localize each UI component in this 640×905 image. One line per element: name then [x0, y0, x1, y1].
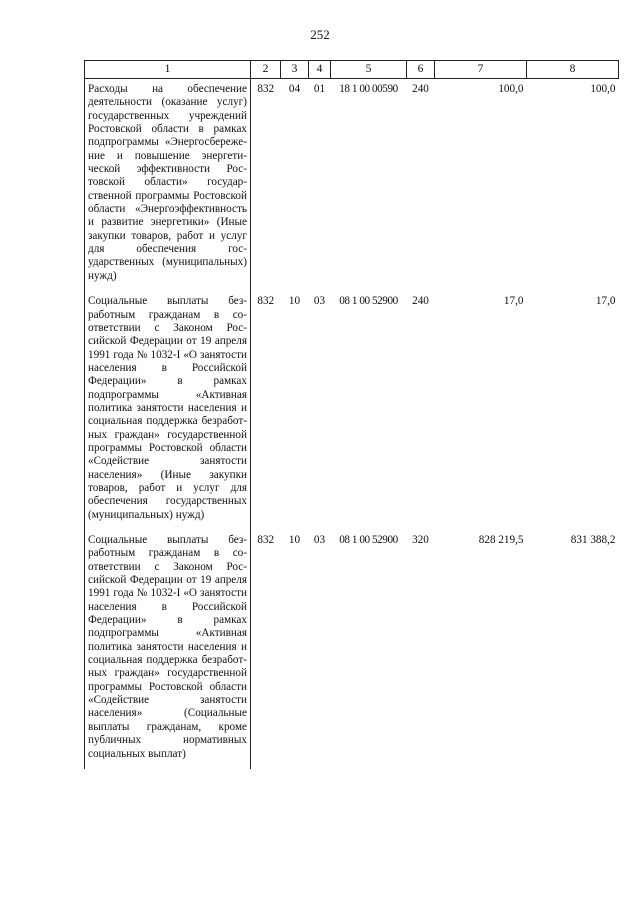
- row-target-article-code: 08 1 00 52900: [339, 534, 398, 546]
- row-amount-year-1: 828 219,5: [478, 534, 524, 546]
- table-row: [85, 79, 619, 292]
- row-section-code: 04: [288, 83, 301, 95]
- header-col-2: 2: [251, 61, 281, 79]
- header-col-7: 7: [435, 61, 527, 79]
- table-body: [85, 79, 619, 769]
- row-expense-type-code: 240: [412, 83, 429, 95]
- row-amount-year-2: 831 388,2: [570, 534, 616, 546]
- row-subsection-code: 01: [313, 83, 326, 95]
- page-number: 252: [310, 27, 330, 42]
- table-row: [85, 530, 619, 769]
- header-col-3: 3: [281, 61, 309, 79]
- row-description: Социальные выплаты безработным гражданам в соответствии с Законом Российской Федерации от 19 апреля 1991 года № 1032-I «О занятости населения в Российской Федерации» в рамках подпрограммы «Активная политика занятости населения и социальная поддержка безработных граждан» государственной программы Ростовской области «Содействие занятости населения» (Иные закупки товаров, работ и услуг для обеспечения государственных (муниципальных) нужд): [85, 291, 251, 530]
- row-description: Расходы на обеспечение деятельности (оказание услуг) государственных учреждений Ростовской области в рамках подпрограммы «Энергосбережение и повышение энергетической эффективности Ростовской области» государственной программы Ростовской области «Энергоэффективность и развитие энергетики» (Иные закупки товаров, работ и услуг для обеспечения государственных (муниципальных) нужд): [85, 79, 251, 292]
- row-amount-year-2: 17,0: [595, 295, 616, 308]
- row-section-code: 10: [288, 534, 301, 546]
- row-subsection-code: 03: [313, 295, 326, 308]
- header-col-8: 8: [527, 61, 619, 79]
- row-amount-year-1: 17,0: [503, 295, 524, 308]
- row-ministry-code: 832: [257, 295, 275, 308]
- budget-table: [84, 60, 619, 769]
- row-expense-type-code: 240: [412, 295, 429, 308]
- row-expense-type-code: 320: [412, 534, 429, 546]
- header-col-6: 6: [407, 61, 435, 79]
- table-header: [85, 61, 619, 79]
- row-amount-year-2: 100,0: [590, 83, 616, 95]
- row-ministry-code: 832: [257, 534, 275, 546]
- header-row: [85, 61, 619, 79]
- row-ministry-code: 832: [257, 83, 275, 95]
- row-description: Социальные выплаты безработным гражданам в соответствии с Законом Российской Федерации от 19 апреля 1991 года № 1032-I «О занятости населения в Российской Федерации» в рамках подпрограммы «Активная политика занятости населения и социальная поддержка безработных граждан» государственной программы Ростовской области «Содействие занятости населения» (Социальные выплаты гражданам, кроме публичных нормативных социальных выплат): [85, 530, 251, 769]
- row-target-article-code: 08 1 00 52900: [339, 295, 398, 308]
- row-amount-year-1: 100,0: [498, 83, 524, 95]
- table-row: [85, 291, 619, 530]
- header-col-1: 1: [85, 61, 251, 79]
- row-section-code: 10: [288, 295, 301, 308]
- row-target-article-code: 18 1 00 00590: [339, 83, 398, 95]
- header-col-4: 4: [309, 61, 331, 79]
- row-subsection-code: 03: [313, 534, 326, 546]
- header-col-5: 5: [331, 61, 407, 79]
